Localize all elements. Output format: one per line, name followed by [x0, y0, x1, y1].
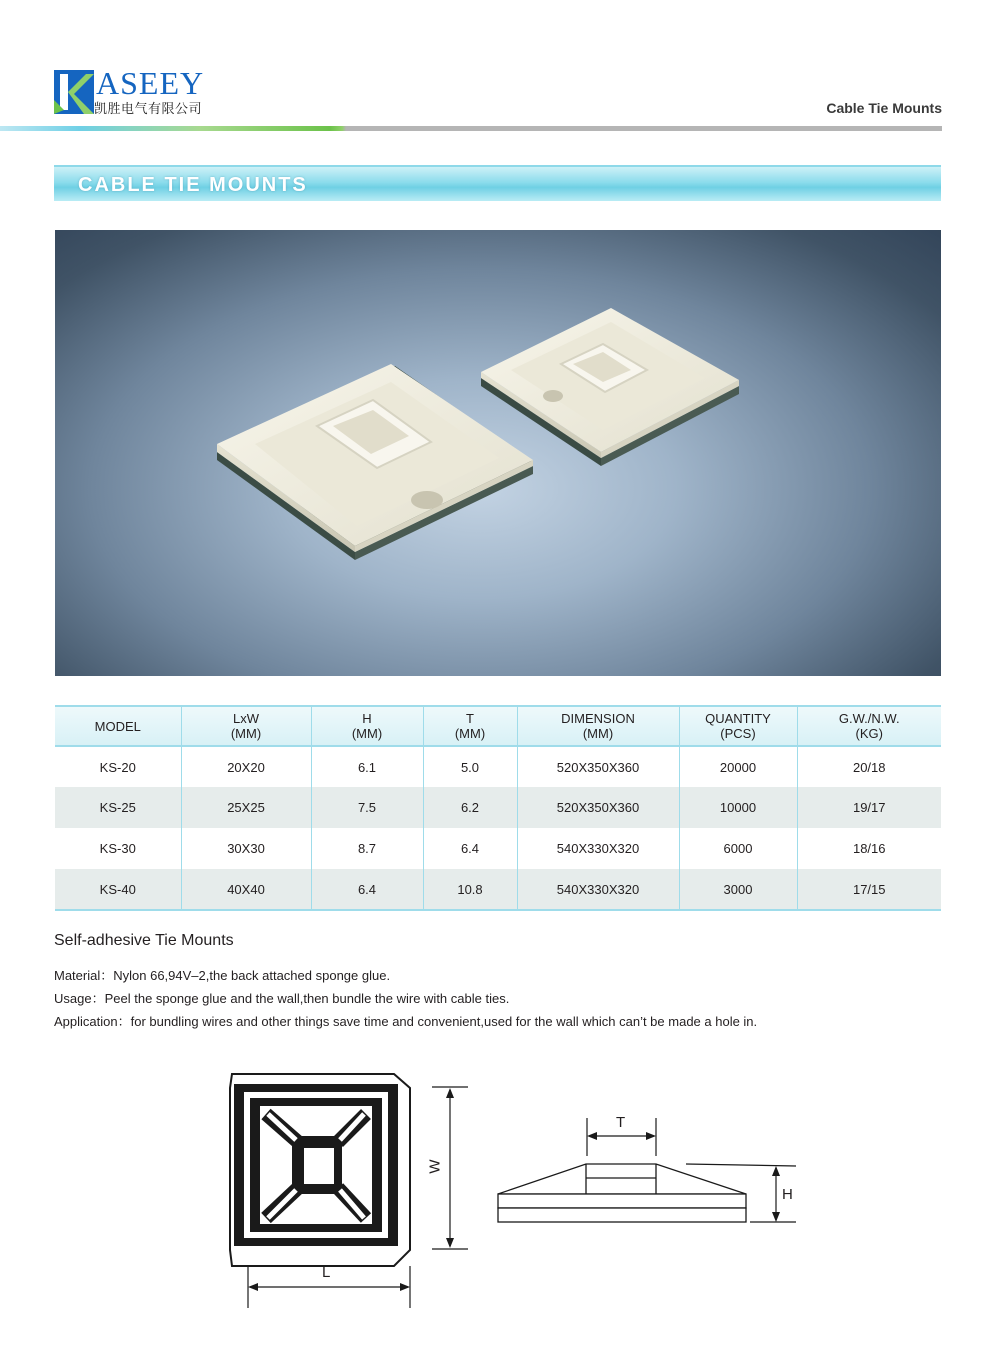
- cell-t: 6.4: [423, 828, 517, 869]
- col-quantity: QUANTITY (PCS): [679, 706, 797, 746]
- t-label: T: [616, 1114, 626, 1131]
- col-h: H (MM): [311, 706, 423, 746]
- cell-lxw: 40X40: [181, 869, 311, 910]
- cell-dimension: 540X330X320: [517, 828, 679, 869]
- logo-k-icon: [54, 70, 94, 114]
- table-row: [55, 869, 941, 910]
- h-label: H: [782, 1186, 793, 1203]
- cell-model: KS-40: [55, 869, 181, 910]
- col-weight: G.W./N.W. (KG): [797, 706, 941, 746]
- cell-quantity: 10000: [679, 787, 797, 828]
- technical-drawing: [210, 1060, 820, 1320]
- cell-t: 6.2: [423, 787, 517, 828]
- l-label: L: [322, 1264, 331, 1281]
- cell-lxw: 30X30: [181, 828, 311, 869]
- product-photo: [55, 230, 941, 676]
- page-header-title: Cable Tie Mounts: [826, 100, 942, 116]
- cell-lxw: 20X20: [181, 746, 311, 787]
- side-view-shape: [498, 1164, 746, 1222]
- col-model: MODEL: [55, 706, 181, 746]
- cable-tie-mount-photo-icon: [55, 230, 941, 676]
- col-lxw: LxW (MM): [181, 706, 311, 746]
- cell-dimension: 520X350X360: [517, 746, 679, 787]
- application-label: Application：: [54, 1014, 131, 1029]
- table-row: [55, 746, 941, 787]
- company-logo: [54, 65, 244, 117]
- material-text: Nylon 66,94V–2,the back attached sponge glue.: [113, 968, 391, 983]
- cell-dimension: 540X330X320: [517, 869, 679, 910]
- large-mount-shape: [217, 364, 533, 560]
- application-line: [54, 1011, 757, 1030]
- cell-h: 8.7: [311, 828, 423, 869]
- cell-lxw: 25X25: [181, 787, 311, 828]
- section-banner: [54, 165, 941, 201]
- cell-quantity: 3000: [679, 869, 797, 910]
- table-header-row: [55, 706, 941, 746]
- cell-model: KS-25: [55, 787, 181, 828]
- cell-t: 10.8: [423, 869, 517, 910]
- description-title: Self-adhesive Tie Mounts: [54, 932, 234, 949]
- header-divider: [0, 126, 942, 131]
- usage-line: [54, 988, 509, 1007]
- logo-chinese-name: 凯胜电气有限公司: [94, 102, 203, 117]
- material-line: [54, 965, 390, 984]
- small-mount-shape: [481, 308, 739, 466]
- cell-t: 5.0: [423, 746, 517, 787]
- usage-text: Peel the sponge glue and the wall,then bundle the wire with cable ties.: [104, 991, 510, 1006]
- cell-h: 7.5: [311, 787, 423, 828]
- cell-weight: 17/15: [797, 869, 941, 910]
- material-label: Material：: [54, 968, 114, 983]
- logo-name: ASEEY: [96, 65, 205, 101]
- col-t: T (MM): [423, 706, 517, 746]
- cell-h: 6.4: [311, 869, 423, 910]
- col-dimension: DIMENSION (MM): [517, 706, 679, 746]
- table-row: [55, 787, 941, 828]
- top-view-shape: [230, 1074, 410, 1266]
- cell-dimension: 520X350X360: [517, 787, 679, 828]
- cell-quantity: 6000: [679, 828, 797, 869]
- mount-drawing-icon: [210, 1060, 820, 1320]
- application-text: for bundling wires and other things save time and convenient,used for the wall which can’t be made a hole in.: [130, 1014, 758, 1029]
- usage-label: Usage：: [54, 991, 105, 1006]
- cell-weight: 20/18: [852, 759, 886, 775]
- cell-weight: 18/16: [852, 841, 886, 856]
- section-title: CABLE TIE MOUNTS: [78, 174, 308, 196]
- cell-h: 6.1: [311, 746, 423, 787]
- w-label: W: [426, 1159, 444, 1174]
- table-row: [55, 828, 941, 869]
- cell-weight: 19/17: [797, 787, 941, 828]
- spec-table: [55, 705, 941, 911]
- cell-model: KS-20: [55, 746, 181, 787]
- cell-quantity: 20000: [679, 746, 797, 787]
- cell-model: KS-30: [55, 828, 181, 869]
